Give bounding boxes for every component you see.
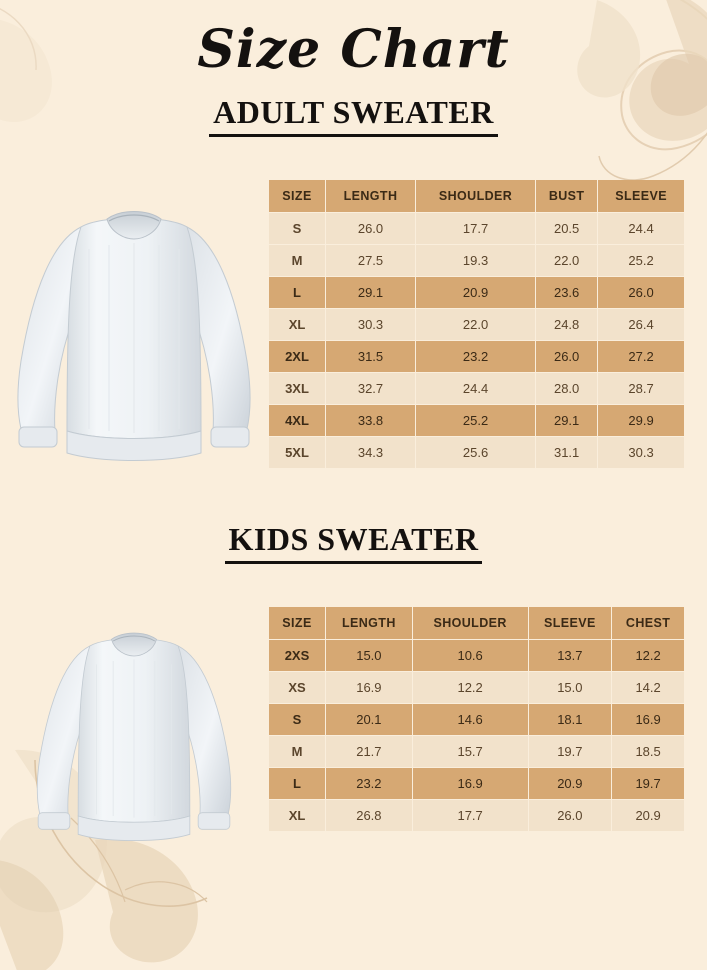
table-cell: 31.1 — [536, 437, 597, 468]
table-cell: 16.9 — [612, 704, 684, 735]
table-header-cell: SHOULDER — [413, 607, 528, 639]
table-row — [269, 277, 684, 308]
table-row — [269, 245, 684, 276]
table-header-row — [269, 607, 684, 639]
table-cell: 23.6 — [536, 277, 597, 308]
table-row — [269, 736, 684, 767]
table-row — [269, 800, 684, 831]
table-cell: 26.0 — [536, 341, 597, 372]
section-heading-adult-text: ADULT SWEATER — [209, 94, 498, 137]
kids-sweater-image — [0, 606, 268, 856]
table-cell: 31.5 — [326, 341, 415, 372]
table-cell: 2XL — [269, 341, 325, 372]
kids-section — [0, 606, 707, 856]
table-header-cell: LENGTH — [326, 607, 412, 639]
table-cell: 23.2 — [416, 341, 535, 372]
table-cell: 25.2 — [416, 405, 535, 436]
table-cell: 29.9 — [598, 405, 684, 436]
section-heading-kids — [0, 521, 707, 564]
table-cell: 20.5 — [536, 213, 597, 244]
table-header-cell: SIZE — [269, 180, 325, 212]
table-header-cell: SHOULDER — [416, 180, 535, 212]
table-cell: 25.6 — [416, 437, 535, 468]
table-cell: S — [269, 213, 325, 244]
table-header-cell: SLEEVE — [598, 180, 684, 212]
table-cell: 30.3 — [326, 309, 415, 340]
table-header-row — [269, 180, 684, 212]
table-cell: 24.4 — [598, 213, 684, 244]
table-cell: 17.7 — [416, 213, 535, 244]
table-cell: 20.9 — [529, 768, 612, 799]
table-cell: 28.0 — [536, 373, 597, 404]
table-cell: 33.8 — [326, 405, 415, 436]
table-cell: 22.0 — [536, 245, 597, 276]
table-cell: 18.5 — [612, 736, 684, 767]
table-row — [269, 213, 684, 244]
table-row — [269, 405, 684, 436]
table-row — [269, 373, 684, 404]
table-cell: 3XL — [269, 373, 325, 404]
table-cell: 12.2 — [612, 640, 684, 671]
table-cell: 20.1 — [326, 704, 412, 735]
table-row — [269, 437, 684, 468]
table-row — [269, 704, 684, 735]
table-cell: M — [269, 245, 325, 276]
table-row — [269, 672, 684, 703]
table-header-cell: LENGTH — [326, 180, 415, 212]
table-row — [269, 341, 684, 372]
table-cell: 12.2 — [413, 672, 528, 703]
table-cell: 20.9 — [416, 277, 535, 308]
table-cell: 25.2 — [598, 245, 684, 276]
table-cell: 26.0 — [529, 800, 612, 831]
table-cell: 23.2 — [326, 768, 412, 799]
table-cell: 19.7 — [529, 736, 612, 767]
kids-size-table — [268, 606, 685, 832]
table-cell: 26.0 — [598, 277, 684, 308]
table-cell: 5XL — [269, 437, 325, 468]
sweater-illustration-kids — [19, 606, 249, 856]
table-cell: 24.4 — [416, 373, 535, 404]
table-cell: 20.9 — [612, 800, 684, 831]
table-cell: 30.3 — [598, 437, 684, 468]
table-cell: 16.9 — [413, 768, 528, 799]
adult-section — [0, 179, 707, 479]
table-header-cell: SLEEVE — [529, 607, 612, 639]
table-cell: 26.4 — [598, 309, 684, 340]
table-cell: L — [269, 277, 325, 308]
table-cell: 19.7 — [612, 768, 684, 799]
table-row — [269, 640, 684, 671]
table-cell: 28.7 — [598, 373, 684, 404]
table-cell: 10.6 — [413, 640, 528, 671]
table-header-cell: BUST — [536, 180, 597, 212]
table-row — [269, 768, 684, 799]
table-header-cell: CHEST — [612, 607, 684, 639]
table-cell: 27.2 — [598, 341, 684, 372]
sweater-illustration-adult — [9, 179, 259, 479]
section-heading-adult — [0, 94, 707, 137]
table-cell: 22.0 — [416, 309, 535, 340]
table-cell: M — [269, 736, 325, 767]
table-cell: 29.1 — [536, 405, 597, 436]
table-cell: S — [269, 704, 325, 735]
adult-size-table-container — [268, 179, 707, 469]
table-row — [269, 309, 684, 340]
table-cell: 4XL — [269, 405, 325, 436]
table-cell: 26.0 — [326, 213, 415, 244]
table-cell: 34.3 — [326, 437, 415, 468]
kids-size-table-container — [268, 606, 707, 832]
table-cell: 32.7 — [326, 373, 415, 404]
table-cell: 14.6 — [413, 704, 528, 735]
table-cell: 18.1 — [529, 704, 612, 735]
table-cell: XS — [269, 672, 325, 703]
table-cell: 15.0 — [529, 672, 612, 703]
table-cell: XL — [269, 309, 325, 340]
table-cell: 13.7 — [529, 640, 612, 671]
table-cell: 21.7 — [326, 736, 412, 767]
adult-sweater-image — [0, 179, 268, 479]
table-cell: 2XS — [269, 640, 325, 671]
table-header-cell: SIZE — [269, 607, 325, 639]
table-cell: XL — [269, 800, 325, 831]
section-heading-kids-text: KIDS SWEATER — [225, 521, 483, 564]
table-cell: 16.9 — [326, 672, 412, 703]
table-cell: 17.7 — [413, 800, 528, 831]
adult-size-table — [268, 179, 685, 469]
table-cell: 19.3 — [416, 245, 535, 276]
table-cell: 26.8 — [326, 800, 412, 831]
table-cell: 27.5 — [326, 245, 415, 276]
table-cell: 15.7 — [413, 736, 528, 767]
table-cell: 14.2 — [612, 672, 684, 703]
table-cell: 29.1 — [326, 277, 415, 308]
table-cell: 24.8 — [536, 309, 597, 340]
table-cell: 15.0 — [326, 640, 412, 671]
page-title: Size Chart — [197, 19, 510, 80]
table-cell: L — [269, 768, 325, 799]
